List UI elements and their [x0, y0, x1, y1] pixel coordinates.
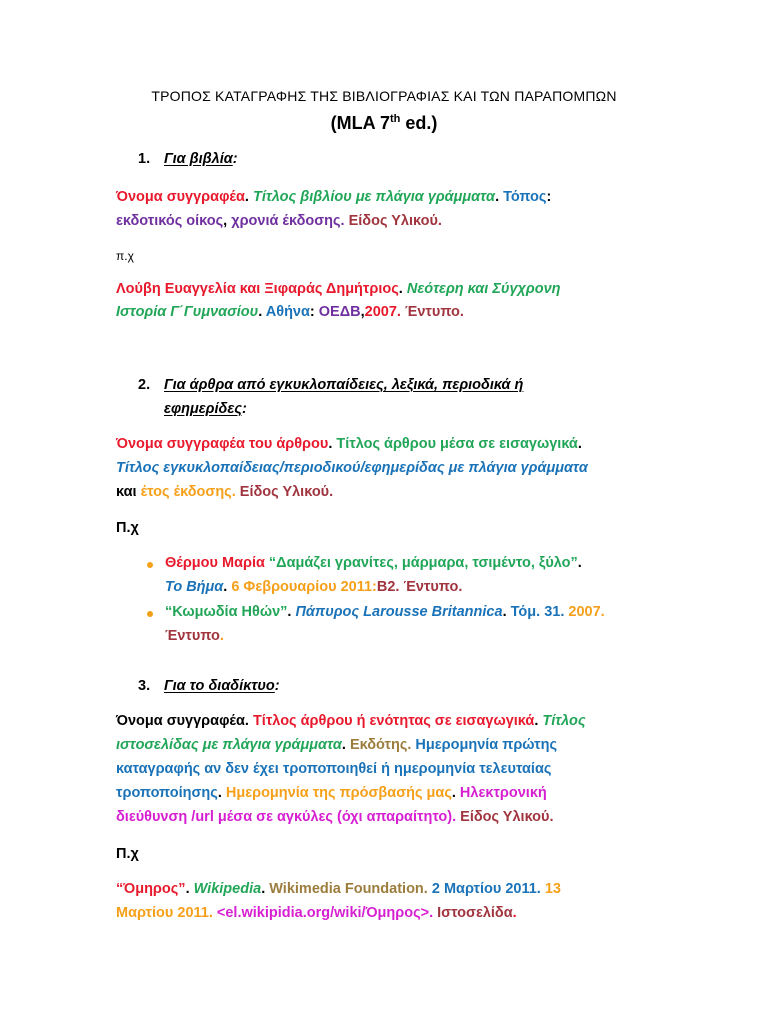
section-3-format-line-5: διεύθυνση /url μέσα σε αγκύλες (όχι απαραίτητο). Είδος Υλικού. — [116, 809, 554, 825]
section-2-heading: 2. Για άρθρα από εγκυκλοπαίδειες, λεξικά, περιοδικά ή — [138, 377, 524, 393]
section-2-example-1-line-1: Θέρμου Μαρία “Δαμάζει γρανίτες, μάρμαρα, τσιμέντο, ξύλο”. — [165, 555, 582, 571]
section-3-heading: 3. Για το διαδίκτυο: — [138, 678, 280, 694]
section-3-format-line-4: τροποποίησης. Ημερομηνία της πρόσβασής μας. Ηλεκτρονική — [116, 785, 547, 801]
section-1-example-line-2: Ιστορία Γ΄Γυμνασίου. Αθήνα: ΟΕΔΒ,2007. Έντυπο. — [116, 304, 464, 320]
section-2-format-line-3: και έτος έκδοσης. Είδος Υλικού. — [116, 484, 334, 500]
section-3-example-label: Π.χ — [116, 846, 139, 862]
section-3-format-line-2: ιστοσελίδας με πλάγια γράμματα. Εκδότης. Ημερομηνία πρώτης — [116, 737, 558, 753]
section-3-format-line-1: Όνομα συγγραφέα. Τίτλος άρθρου ή ενότητας σε εισαγωγικά. Τίτλος — [116, 713, 586, 729]
section-3-example-line-1: “Όμηρος”. Wikipedia. Wikimedia Foundation. 2 Μαρτίου 2011. 13 — [116, 881, 561, 897]
section-1-example-label: π.χ — [116, 249, 134, 263]
section-1-heading: 1. Για βιβλία: — [138, 151, 238, 167]
section-2-format-line-2: Τίτλος εγκυκλοπαίδειας/περιοδικού/εφημερίδας με πλάγια γράμματα — [116, 460, 588, 476]
section-2-heading-continued: εφημερίδες: — [164, 401, 247, 417]
section-1-example-line-1: Λούβη Ευαγγελία και Ξιφαράς Δημήτριος. Νεότερη και Σύγχρονη — [116, 281, 561, 297]
document-title: ΤΡΟΠΟΣ ΚΑΤΑΓΡΑΦΗΣ ΤΗΣ ΒΙΒΛΙΟΓΡΑΦΙΑΣ ΚΑΙ ΤΩΝ ΠΑΡΑΠΟΜΠΩΝ — [151, 88, 617, 104]
section-2-example-label: Π.χ — [116, 520, 139, 536]
section-2-format-line-1: Όνομα συγγραφέα του άρθρου. Τίτλος άρθρου μέσα σε εισαγωγικά. — [116, 436, 582, 452]
section-3-example-line-2: Μαρτίου 2011. <el.wikipidia.org/wiki/Όμηρος>. Ιστοσελίδα. — [116, 905, 517, 921]
bullet-icon — [147, 562, 153, 568]
bullet-icon — [147, 611, 153, 617]
section-3-format-line-3: καταγραφής αν δεν έχει τροποποιηθεί ή ημερομηνία τελευταίας — [116, 761, 552, 777]
section-1-format-line-2: εκδοτικός οίκος, χρονιά έκδοσης. Είδος Υλικού. — [116, 213, 442, 229]
document-subtitle: (MLA 7th ed.) — [330, 113, 438, 133]
section-2-example-2-line-2: Έντυπο. — [165, 628, 224, 644]
section-2-example-1-line-2: Το Βήμα. 6 Φεβρουαρίου 2011:Β2. Έντυπο. — [165, 579, 463, 595]
section-1-format-line-1: Όνομα συγγραφέα. Τίτλος βιβλίου με πλάγια γράμματα. Τόπος: — [116, 189, 552, 205]
section-2-example-2-line-1: “Κωμωδία Ηθών”. Πάπυρος Larousse Britannica. Τόμ. 31. 2007. — [165, 604, 605, 620]
